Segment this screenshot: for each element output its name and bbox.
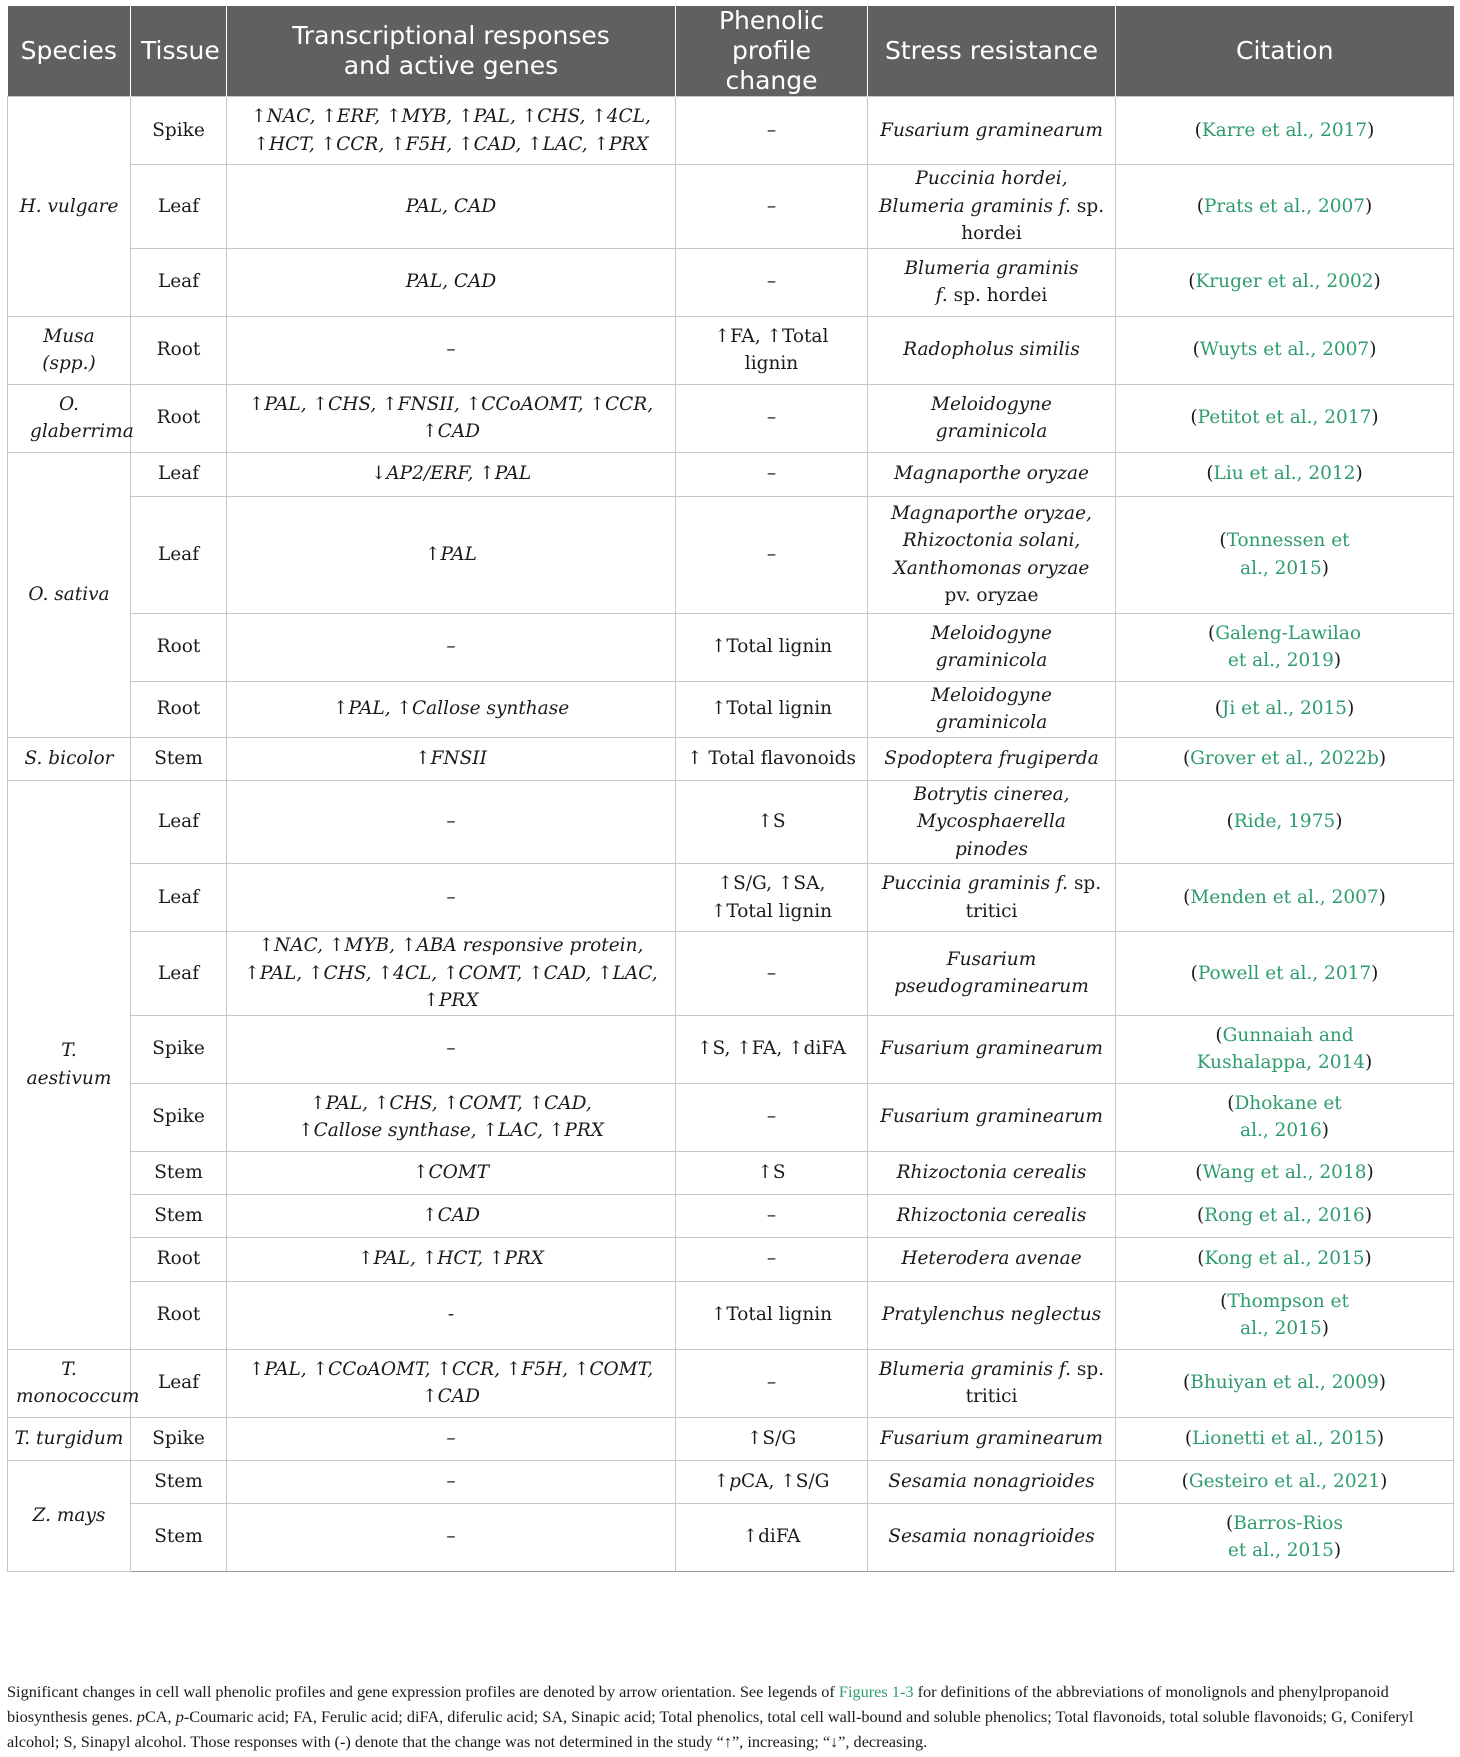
genes-cell: ↑PAL, ↑CHS, ↑COMT, ↑CAD, ↑Callose synthase, ↑LAC, ↑PRX bbox=[227, 1083, 676, 1151]
table-row bbox=[8, 864, 1454, 932]
phenolic-cell: – bbox=[676, 496, 868, 613]
stress-cell bbox=[868, 165, 1116, 249]
phenolic-cell: ↑S bbox=[676, 780, 868, 864]
data-table bbox=[7, 6, 1454, 1572]
genes-cell: – bbox=[227, 613, 676, 681]
citation-link[interactable]: Karre et al., 2017 bbox=[1201, 119, 1368, 141]
stress-subspecies: pv. oryzae bbox=[944, 585, 1039, 606]
stress-cell: Fusarium graminearum bbox=[868, 97, 1116, 165]
footnote-text-2: for definitions of the abbreviations of monolignols and phenylpropanoid biosynthesis genes. bbox=[7, 1682, 1389, 1726]
genes-cell: PAL, CAD bbox=[227, 248, 676, 316]
tissue-cell: Leaf bbox=[131, 864, 227, 932]
tissue-cell: Leaf bbox=[131, 165, 227, 249]
stress-cell: Botrytis cinerea, Mycosphaerella pinodes bbox=[868, 780, 1116, 864]
tissue-cell: Spike bbox=[131, 97, 227, 165]
header-stress: Stress resistance bbox=[868, 6, 1116, 97]
tissue-cell: Stem bbox=[131, 1460, 227, 1503]
citation-link[interactable]: Tonnessen et al., 2015 bbox=[1226, 530, 1350, 579]
tissue-cell: Root bbox=[131, 316, 227, 384]
genes-cell: - bbox=[227, 1281, 676, 1349]
table-body bbox=[8, 97, 1454, 1572]
citation-cell: (Petitot et al., 2017) bbox=[1116, 384, 1454, 452]
table-row bbox=[8, 1015, 1454, 1083]
stress-cell bbox=[868, 248, 1116, 316]
tissue-cell: Spike bbox=[131, 1417, 227, 1460]
citation-link[interactable]: Thompson et al., 2015 bbox=[1227, 1290, 1349, 1339]
table-row bbox=[8, 1281, 1454, 1349]
stress-cell: Fusarium graminearum bbox=[868, 1417, 1116, 1460]
tissue-cell: Root bbox=[131, 1281, 227, 1349]
species-cell: H. vulgare bbox=[8, 97, 131, 317]
tissue-cell: Leaf bbox=[131, 248, 227, 316]
genes-cell: – bbox=[227, 1503, 676, 1571]
genes-cell: ↑PAL, ↑CHS, ↑FNSII, ↑CCoAOMT, ↑CCR, ↑CAD bbox=[227, 384, 676, 452]
citation-cell: (Liu et al., 2012) bbox=[1116, 452, 1454, 496]
footnote-text-3: -Coumaric acid; FA, Ferulic acid; diFA, diferulic acid; SA, Sinapic acid; Total phenolics, total cell wall-bound and soluble phenolics; Total flavonoids, total soluble flavonoids; G, Coniferyl alcohol; S, Sinapyl alcohol. Those responses with (-) denote that the change was not determined in the study “↑”, increasing; “↓”, decreasing. bbox=[7, 1707, 1414, 1751]
table-footnote bbox=[7, 1679, 1453, 1754]
citation-cell: (Kong et al., 2015) bbox=[1116, 1237, 1454, 1281]
phenolic-arrow: ↑ bbox=[713, 1470, 730, 1492]
phenolic-cell: – bbox=[676, 165, 868, 249]
phenolic-cell: ↑S/G, ↑SA, ↑Total lignin bbox=[676, 864, 868, 932]
stress-cell bbox=[868, 1349, 1116, 1417]
species-cell: O. sativa bbox=[8, 452, 131, 737]
citation-link[interactable]: Rong et al., 2016 bbox=[1204, 1204, 1365, 1226]
citation-link[interactable]: Kong et al., 2015 bbox=[1204, 1248, 1365, 1270]
table-row bbox=[8, 384, 1454, 452]
table-row bbox=[8, 1460, 1454, 1503]
table-row bbox=[8, 496, 1454, 613]
table-row bbox=[8, 1237, 1454, 1281]
citation-cell: (Barros-Rios et al., 2015) bbox=[1116, 1503, 1454, 1571]
citation-cell: (Grover et al., 2022b) bbox=[1116, 737, 1454, 780]
tissue-cell: Root bbox=[131, 1237, 227, 1281]
genes-cell: ↑NAC, ↑ERF, ↑MYB, ↑PAL, ↑CHS, ↑4CL, ↑HCT, ↑CCR, ↑F5H, ↑CAD, ↑LAC, ↑PRX bbox=[227, 97, 676, 165]
tissue-cell: Root bbox=[131, 681, 227, 737]
footnote-pca-def-italic: p bbox=[175, 1707, 184, 1726]
table-header bbox=[8, 6, 1454, 97]
stress-cell: Radopholus similis bbox=[868, 316, 1116, 384]
citation-cell: (Galeng-Lawilao et al., 2019) bbox=[1116, 613, 1454, 681]
citation-link[interactable]: Grover et al., 2022b bbox=[1190, 747, 1379, 769]
footnote-pca-italic: p bbox=[136, 1707, 145, 1726]
citation-link[interactable]: Bhuiyan et al., 2009 bbox=[1190, 1372, 1379, 1394]
citation-cell: (Kruger et al., 2002) bbox=[1116, 248, 1454, 316]
stress-subspecies: sp. tritici bbox=[965, 1358, 1105, 1407]
stress-cell: Rhizoctonia cerealis bbox=[868, 1194, 1116, 1237]
tissue-cell: Leaf bbox=[131, 780, 227, 864]
stress-cell: Fusarium graminearum bbox=[868, 1083, 1116, 1151]
table-row bbox=[8, 1349, 1454, 1417]
footnote-pca-rest: CA, bbox=[144, 1707, 176, 1726]
stress-species: Puccinia graminis f. bbox=[881, 873, 1069, 894]
citation-cell: (Wuyts et al., 2007) bbox=[1116, 316, 1454, 384]
citation-cell: (Rong et al., 2016) bbox=[1116, 1194, 1454, 1237]
tissue-cell: Stem bbox=[131, 737, 227, 780]
genes-cell: ↑COMT bbox=[227, 1151, 676, 1194]
table-row bbox=[8, 737, 1454, 780]
species-cell: T. aestivum bbox=[8, 780, 131, 1349]
stress-subspecies: sp. hordei bbox=[961, 195, 1105, 244]
genes-cell: – bbox=[227, 780, 676, 864]
stress-cell: Sesamia nonagrioides bbox=[868, 1503, 1116, 1571]
tissue-cell: Stem bbox=[131, 1503, 227, 1571]
tissue-cell: Root bbox=[131, 613, 227, 681]
genes-cell: – bbox=[227, 1460, 676, 1503]
citation-cell: (Prats et al., 2007) bbox=[1116, 165, 1454, 249]
genes-cell: – bbox=[227, 316, 676, 384]
phenolic-cell: ↑diFA bbox=[676, 1503, 868, 1571]
citation-link[interactable]: Ji et al., 2015 bbox=[1221, 698, 1348, 720]
table-row bbox=[8, 681, 1454, 737]
citation-link[interactable]: Lionetti et al., 2015 bbox=[1192, 1427, 1377, 1449]
genes-cell: ↑NAC, ↑MYB, ↑ABA responsive protein, ↑PAL, ↑CHS, ↑4CL, ↑COMT, ↑CAD, ↑LAC, ↑PRX bbox=[227, 932, 676, 1016]
citation-link[interactable]: Gesteiro et al., 2021 bbox=[1188, 1470, 1381, 1492]
stress-species: Magnaporthe oryzae, Rhizoctonia solani, Xanthomonas oryzae bbox=[891, 502, 1092, 579]
stress-species: Blumeria graminis f. bbox=[878, 1358, 1071, 1380]
genes-cell: ↑FNSII bbox=[227, 737, 676, 780]
table-row bbox=[8, 97, 1454, 165]
citation-cell: (Bhuiyan et al., 2009) bbox=[1116, 1349, 1454, 1417]
table-row bbox=[8, 780, 1454, 864]
header-row bbox=[8, 6, 1454, 97]
citation-cell: (Tonnessen et al., 2015) bbox=[1116, 496, 1454, 613]
citation-cell: (Lionetti et al., 2015) bbox=[1116, 1417, 1454, 1460]
stress-species: Blumeria graminis f. bbox=[904, 257, 1079, 306]
genes-cell: ↑PAL, ↑Callose synthase bbox=[227, 681, 676, 737]
stress-cell: Magnaporthe oryzae bbox=[868, 452, 1116, 496]
stress-cell: Pratylenchus neglectus bbox=[868, 1281, 1116, 1349]
genes-cell: ↑PAL, ↑HCT, ↑PRX bbox=[227, 1237, 676, 1281]
phenolic-cell: ↑S, ↑FA, ↑diFA bbox=[676, 1015, 868, 1083]
phenolic-cell: ↑S bbox=[676, 1151, 868, 1194]
phenolic-cell: – bbox=[676, 248, 868, 316]
stress-cell bbox=[868, 496, 1116, 613]
stress-cell: Sesamia nonagrioides bbox=[868, 1460, 1116, 1503]
citation-cell: (Menden et al., 2007) bbox=[1116, 864, 1454, 932]
table-row bbox=[8, 316, 1454, 384]
table-row bbox=[8, 1083, 1454, 1151]
phenolic-cell bbox=[676, 1460, 868, 1503]
phenolic-cell: – bbox=[676, 384, 868, 452]
citation-link[interactable]: Ride, 1975 bbox=[1233, 811, 1336, 832]
citation-cell: (Karre et al., 2017) bbox=[1116, 97, 1454, 165]
genes-cell: ↑PAL bbox=[227, 496, 676, 613]
species-cell: T. monococcum bbox=[8, 1349, 131, 1417]
phenolic-cell: – bbox=[676, 932, 868, 1016]
phenolic-rest: CA, ↑S/G bbox=[740, 1470, 830, 1492]
stress-species: Puccinia hordei, Blumeria graminis f. bbox=[878, 168, 1071, 217]
citation-link[interactable]: Wuyts et al., 2007 bbox=[1199, 339, 1370, 361]
tissue-cell: Spike bbox=[131, 1015, 227, 1083]
citation-cell: (Dhokane et al., 2016) bbox=[1116, 1083, 1454, 1151]
phenolic-cell: – bbox=[676, 1349, 868, 1417]
stress-cell bbox=[868, 864, 1116, 932]
phenolic-cell: – bbox=[676, 1237, 868, 1281]
citation-link[interactable]: Wang et al., 2018 bbox=[1202, 1161, 1367, 1183]
table-row bbox=[8, 1151, 1454, 1194]
tissue-cell: Leaf bbox=[131, 452, 227, 496]
citation-cell: (Gunnaiah and Kushalappa, 2014) bbox=[1116, 1015, 1454, 1083]
stress-cell: Fusarium pseudograminearum bbox=[868, 932, 1116, 1016]
citation-link[interactable]: Liu et al., 2012 bbox=[1213, 463, 1356, 485]
citation-link[interactable]: Kruger et al., 2002 bbox=[1195, 271, 1374, 293]
stress-cell: Meloidogyne graminicola bbox=[868, 613, 1116, 681]
header-citation: Citation bbox=[1116, 6, 1454, 97]
phenolic-cell: – bbox=[676, 97, 868, 165]
stress-cell: Fusarium graminearum bbox=[868, 1015, 1116, 1083]
stress-subspecies: sp. hordei bbox=[953, 285, 1048, 306]
stress-cell: Meloidogyne graminicola bbox=[868, 384, 1116, 452]
phenolic-cell: ↑ Total flavonoids bbox=[676, 737, 868, 780]
tissue-cell: Root bbox=[131, 384, 227, 452]
genes-cell: – bbox=[227, 1417, 676, 1460]
phenolic-cell: ↑Total lignin bbox=[676, 1281, 868, 1349]
footnote-text-1: Significant changes in cell wall phenolic profiles and gene expression profiles are denoted by arrow orientation. See legends of bbox=[7, 1682, 839, 1701]
table-row bbox=[8, 1194, 1454, 1237]
table-row bbox=[8, 1503, 1454, 1571]
table-container bbox=[7, 6, 1453, 1572]
citation-link[interactable]: Menden et al., 2007 bbox=[1190, 886, 1379, 908]
table-row bbox=[8, 1417, 1454, 1460]
table-row bbox=[8, 248, 1454, 316]
phenolic-cell: ↑Total lignin bbox=[676, 681, 868, 737]
tissue-cell: Leaf bbox=[131, 496, 227, 613]
tissue-cell: Stem bbox=[131, 1194, 227, 1237]
table-row bbox=[8, 613, 1454, 681]
phenolic-italic-p: p bbox=[729, 1470, 741, 1492]
genes-cell: – bbox=[227, 864, 676, 932]
phenolic-cell: – bbox=[676, 1083, 868, 1151]
citation-link[interactable]: Petitot et al., 2017 bbox=[1197, 407, 1372, 429]
citation-link[interactable]: Barros-Rios et al., 2015 bbox=[1227, 1512, 1343, 1561]
phenolic-cell: ↑S/G bbox=[676, 1417, 868, 1460]
citation-cell: (Powell et al., 2017) bbox=[1116, 932, 1454, 1016]
phenolic-cell: ↑FA, ↑Total lignin bbox=[676, 316, 868, 384]
stress-cell: Rhizoctonia cerealis bbox=[868, 1151, 1116, 1194]
citation-cell: (Wang et al., 2018) bbox=[1116, 1151, 1454, 1194]
citation-link[interactable]: Powell et al., 2017 bbox=[1197, 962, 1372, 984]
tissue-cell: Leaf bbox=[131, 1349, 227, 1417]
phenolic-cell: – bbox=[676, 452, 868, 496]
stress-cell: Meloidogyne graminicola bbox=[868, 681, 1116, 737]
citation-cell: (Gesteiro et al., 2021) bbox=[1116, 1460, 1454, 1503]
genes-cell: ↑PAL, ↑CCoAOMT, ↑CCR, ↑F5H, ↑COMT, ↑CAD bbox=[227, 1349, 676, 1417]
species-cell: T. turgidum bbox=[8, 1417, 131, 1460]
tissue-cell: Stem bbox=[131, 1151, 227, 1194]
stress-subspecies: sp. tritici bbox=[965, 873, 1102, 922]
header-genes: Transcriptional responses and active genes bbox=[227, 6, 676, 97]
table-row bbox=[8, 932, 1454, 1016]
stress-cell: Heterodera avenae bbox=[868, 1237, 1116, 1281]
phenolic-cell: ↑Total lignin bbox=[676, 613, 868, 681]
citation-link[interactable]: Dhokane et al., 2016 bbox=[1234, 1092, 1342, 1141]
header-phenolic: Phenolic profile change bbox=[676, 6, 868, 97]
genes-cell: ↓AP2/ERF, ↑PAL bbox=[227, 452, 676, 496]
figures-link[interactable]: Figures 1-3 bbox=[838, 1682, 914, 1701]
tissue-cell: Leaf bbox=[131, 932, 227, 1016]
header-species: Species bbox=[8, 6, 131, 97]
genes-cell: ↑CAD bbox=[227, 1194, 676, 1237]
species-cell: Z. mays bbox=[8, 1460, 131, 1571]
citation-link[interactable]: Prats et al., 2007 bbox=[1203, 195, 1366, 217]
citation-cell: (Ride, 1975) bbox=[1116, 780, 1454, 864]
citation-link[interactable]: Gunnaiah and Kushalappa, 2014 bbox=[1196, 1024, 1366, 1073]
stress-cell: Spodoptera frugiperda bbox=[868, 737, 1116, 780]
genes-cell: – bbox=[227, 1015, 676, 1083]
tissue-cell: Spike bbox=[131, 1083, 227, 1151]
citation-link[interactable]: Galeng-Lawilao et al., 2019 bbox=[1215, 622, 1362, 671]
table-row bbox=[8, 165, 1454, 249]
citation-cell: (Thompson et al., 2015) bbox=[1116, 1281, 1454, 1349]
species-cell: S. bicolor bbox=[8, 737, 131, 780]
genes-cell: PAL, CAD bbox=[227, 165, 676, 249]
header-tissue: Tissue bbox=[131, 6, 227, 97]
citation-cell: (Ji et al., 2015) bbox=[1116, 681, 1454, 737]
species-cell: Musa (spp.) bbox=[8, 316, 131, 384]
table-row bbox=[8, 452, 1454, 496]
species-cell: O. glaberrima bbox=[8, 384, 131, 452]
phenolic-cell: – bbox=[676, 1194, 868, 1237]
